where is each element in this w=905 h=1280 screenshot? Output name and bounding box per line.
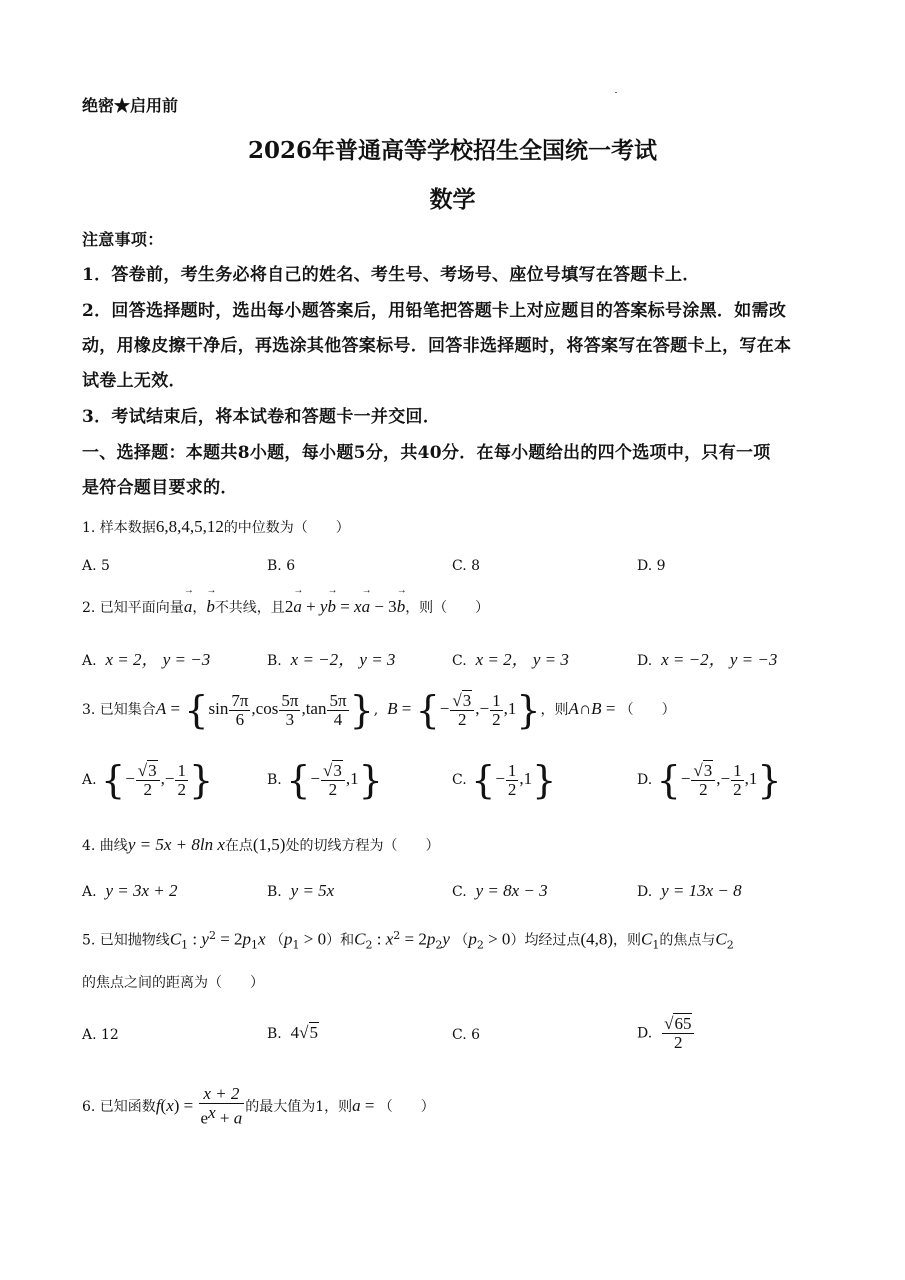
question-5-cont: 的焦点之间的距离为（ ） (82, 975, 264, 991)
q2-option-a: A. x = 2， y = −3 (82, 650, 211, 669)
q5-option-d: D. $\frac{√65}{2}$ (637, 1015, 695, 1052)
q1-option-c: C. 8 (452, 558, 481, 574)
q3-option-a: A. {− $\frac{√3}{2}$ ,− $\frac{1}{2}$ } (82, 758, 214, 802)
question-2: 2. 已知平面向量→ a，→ b不共线，且2→ a + y→ b = x→ a − 3→ b，则（ ） (82, 597, 489, 617)
q3-option-c: C. {− $\frac{1}{2}$ ,1} (452, 758, 557, 802)
section-heading: 一、选择题：本题共8小题，每小题5分，共40分．在每小题给出的四个选项中，只有一项 (82, 443, 771, 463)
q5-option-b: B. 4√5 (267, 1023, 318, 1042)
q4-option-d: D. y = 13x − 8 (637, 881, 742, 900)
q4-option-a: A. y = 3x + 2 (82, 881, 178, 900)
q4-option-c: C. y = 8x − 3 (452, 881, 548, 900)
confidential-mark: 绝密★启用前 (82, 96, 179, 115)
question-3: 3. 已知集合A = {sin $\frac{7\pi}{6}$ ,cos $\frac{5\pi}{3}$ ,tan $\frac{5\pi}{4}$ }, B = {− $\frac{√3}{2}$ ,− $\frac{1}{2}$ ,1}，则A∩B = （ ） (82, 688, 676, 732)
note-item: 2．回答选择题时，选出每小题答案后，用铅笔把答题卡上对应题目的答案标号涂黑．如需改 (82, 301, 787, 321)
q1-option-a: A. 5 (82, 558, 110, 574)
question-1: 1. 样本数据6,8,4,5,12的中位数为（ ） (82, 517, 350, 536)
q1-option-d: D. 9 (637, 558, 666, 574)
question-5: 5. 已知抛物线$C_1$ : $y^2 = 2p_1x$ $(p_1 > 0)$和$C_2$ : $x^2 = 2p_2y$ $(p_2 > 0)$均经过点(4,8)，则$C_1$的焦点与$C_2$ (82, 929, 734, 952)
note-item: 动，用橡皮擦干净后，再选涂其他答案标号．回答非选择题时，将答案写在答题卡上，写在本 (82, 336, 792, 356)
note-item: 试卷上无效． (82, 371, 186, 391)
section-heading-cont: 是符合题目要求的． (82, 478, 238, 498)
subject-title: 数学 (429, 186, 476, 213)
note-item: 1．答卷前，考生务必将自己的姓名、考生号、考场号、座位号填写在答题卡上． (82, 265, 700, 285)
q2-option-b: B. x = −2， y = 3 (267, 650, 396, 669)
q3-option-d: D. {− $\frac{√3}{2}$ ,− $\frac{1}{2}$ ,1} (637, 758, 782, 802)
exam-title: 2026年普通高等学校招生全国统一考试 (247, 137, 657, 164)
q1-option-b: B. 6 (267, 558, 296, 574)
q3-option-b: B. {− $\frac{√3}{2}$ ,1} (267, 758, 383, 802)
note-item: 3．考试结束后，将本试卷和答题卡一并交回． (82, 407, 441, 427)
q5-option-a: A. 12 (82, 1027, 119, 1043)
notes-heading: 注意事项： (82, 230, 164, 249)
q2-option-d: D. x = −2， y = −3 (637, 650, 778, 669)
question-4: 4. 曲线y = 5x + 8ln x在点(1,5)处的切线方程为（ ） (82, 835, 440, 854)
scan-speck (615, 92, 617, 93)
q4-option-b: B. y = 5x (267, 881, 335, 900)
q2-option-c: C. x = 2， y = 3 (452, 650, 569, 669)
question-6: 6. 已知函数f(x) = $\frac{x + 2}{e^x + a}$ 的最大值为1，则a = （ ） (82, 1084, 435, 1128)
q5-option-c: C. 6 (452, 1027, 481, 1043)
